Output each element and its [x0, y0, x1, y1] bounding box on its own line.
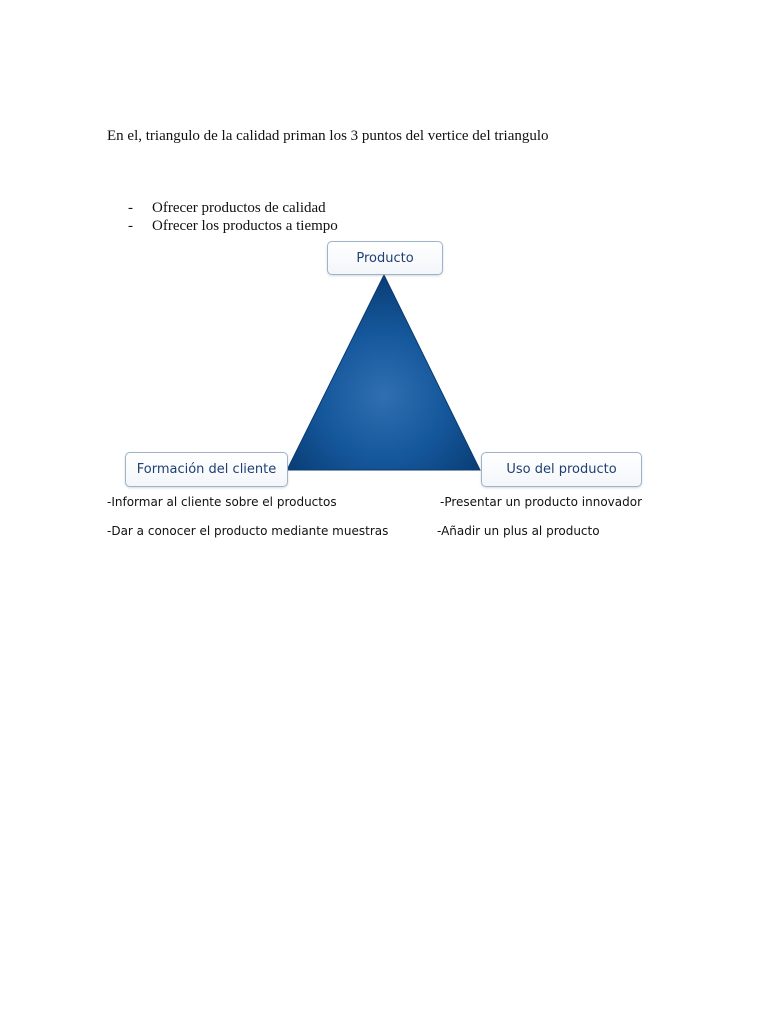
intro-text: En el, triangulo de la calidad priman los 3 puntos del vertice del triangulo — [107, 128, 549, 144]
vertex-uso-producto: Uso del producto — [481, 452, 642, 487]
vertex-formacion-cliente: Formación del cliente — [125, 452, 288, 487]
bullet-text: Ofrecer los productos a tiempo — [152, 218, 338, 234]
bullet-text: Ofrecer productos de calidad — [152, 200, 326, 216]
right-point-1: -Presentar un producto innovador — [440, 495, 643, 509]
quality-triangle — [287, 275, 480, 470]
vertex-producto: Producto — [327, 241, 443, 275]
right-point-2: -Añadir un plus al producto — [437, 524, 600, 538]
bullet-marker: - — [128, 218, 133, 234]
left-point-1: -Informar al cliente sobre el productos — [107, 495, 337, 509]
left-point-2: -Dar a conocer el producto mediante muestras — [107, 524, 389, 538]
bullet-marker: - — [128, 200, 133, 216]
